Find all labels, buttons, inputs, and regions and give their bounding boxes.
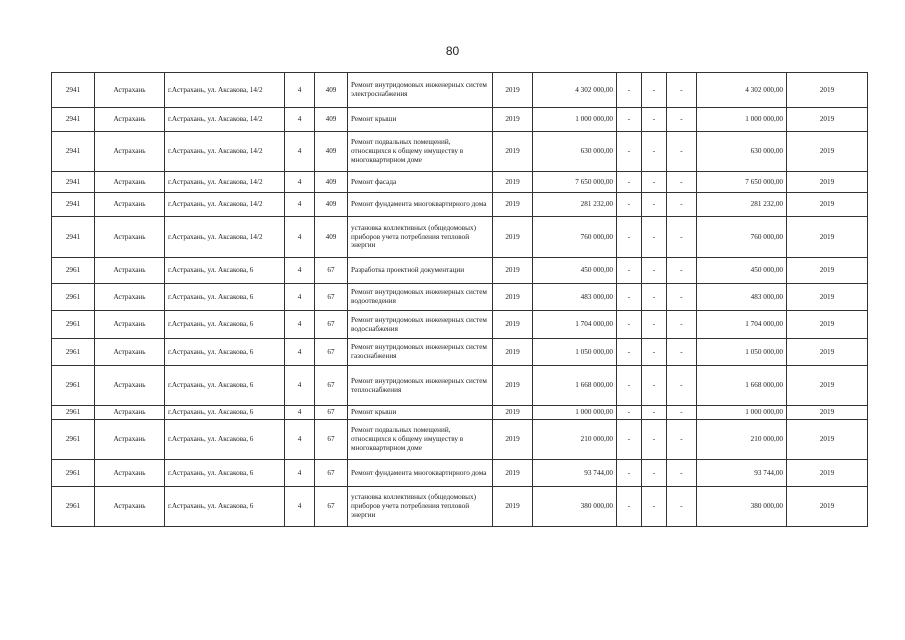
city-cell: Астрахань: [95, 108, 165, 132]
cost-cell: 4 302 000,00: [533, 73, 617, 108]
table-body: [52, 73, 868, 527]
work-type-cell: Ремонт крыши: [348, 108, 493, 132]
fund-cell-3: -: [667, 217, 697, 258]
address-cell: г.Астрахань, ул. Аксакова, 6: [165, 460, 285, 487]
floors-cell: 4: [285, 366, 315, 406]
fund-cell-2: -: [642, 73, 667, 108]
city-cell: Астрахань: [95, 366, 165, 406]
work-type-cell: Ремонт фундамента многоквартирного дома: [348, 193, 493, 217]
fund-cell-2: -: [642, 132, 667, 172]
cost-cell: 210 000,00: [533, 420, 617, 460]
units-cell: 409: [315, 108, 348, 132]
fund-cell-3: -: [667, 366, 697, 406]
total-cost-cell: 4 302 000,00: [697, 73, 787, 108]
table-row: [52, 406, 868, 420]
cost-cell: 1 000 000,00: [533, 406, 617, 420]
floors-cell: 4: [285, 193, 315, 217]
total-cost-cell: 1 000 000,00: [697, 108, 787, 132]
work-type-cell: Ремонт фасада: [348, 172, 493, 193]
year-cell: 2019: [493, 311, 533, 339]
table-row: [52, 284, 868, 311]
object-id-cell: 2961: [52, 366, 95, 406]
address-cell: г.Астрахань, ул. Аксакова, 6: [165, 311, 285, 339]
city-cell: Астрахань: [95, 132, 165, 172]
total-cost-cell: 1 704 000,00: [697, 311, 787, 339]
year-cell: 2019: [493, 108, 533, 132]
work-type-cell: Ремонт крыши: [348, 406, 493, 420]
total-cost-cell: 450 000,00: [697, 258, 787, 284]
table-row: [52, 366, 868, 406]
fund-cell-3: -: [667, 284, 697, 311]
units-cell: 67: [315, 406, 348, 420]
work-type-cell: установка коллективных (общедомовых) приборов учета потребления тепловой энергии: [348, 487, 493, 527]
address-cell: г.Астрахань, ул. Аксакова, 6: [165, 366, 285, 406]
table-row: [52, 258, 868, 284]
floors-cell: 4: [285, 420, 315, 460]
fund-cell-1: -: [617, 460, 642, 487]
completion-year-cell: 2019: [787, 217, 868, 258]
address-cell: г.Астрахань, ул. Аксакова, 6: [165, 487, 285, 527]
object-id-cell: 2961: [52, 339, 95, 366]
floors-cell: 4: [285, 406, 315, 420]
fund-cell-3: -: [667, 258, 697, 284]
total-cost-cell: 380 000,00: [697, 487, 787, 527]
city-cell: Астрахань: [95, 284, 165, 311]
address-cell: г.Астрахань, ул. Аксакова, 6: [165, 284, 285, 311]
address-cell: г.Астрахань, ул. Аксакова, 14/2: [165, 193, 285, 217]
units-cell: 409: [315, 193, 348, 217]
table-row: [52, 193, 868, 217]
completion-year-cell: 2019: [787, 132, 868, 172]
object-id-cell: 2941: [52, 172, 95, 193]
fund-cell-1: -: [617, 258, 642, 284]
fund-cell-2: -: [642, 108, 667, 132]
floors-cell: 4: [285, 132, 315, 172]
completion-year-cell: 2019: [787, 73, 868, 108]
work-type-cell: Ремонт внутридомовых инженерных систем водоснабжения: [348, 311, 493, 339]
year-cell: 2019: [493, 284, 533, 311]
units-cell: 67: [315, 366, 348, 406]
city-cell: Астрахань: [95, 172, 165, 193]
fund-cell-2: -: [642, 193, 667, 217]
completion-year-cell: 2019: [787, 420, 868, 460]
floors-cell: 4: [285, 311, 315, 339]
total-cost-cell: 483 000,00: [697, 284, 787, 311]
completion-year-cell: 2019: [787, 406, 868, 420]
fund-cell-2: -: [642, 420, 667, 460]
units-cell: 409: [315, 132, 348, 172]
completion-year-cell: 2019: [787, 193, 868, 217]
fund-cell-3: -: [667, 487, 697, 527]
year-cell: 2019: [493, 406, 533, 420]
cost-cell: 760 000,00: [533, 217, 617, 258]
fund-cell-3: -: [667, 420, 697, 460]
address-cell: г.Астрахань, ул. Аксакова, 14/2: [165, 172, 285, 193]
fund-cell-1: -: [617, 406, 642, 420]
capital-repair-table: [51, 72, 868, 527]
address-cell: г.Астрахань, ул. Аксакова, 6: [165, 420, 285, 460]
cost-cell: 1 050 000,00: [533, 339, 617, 366]
fund-cell-1: -: [617, 172, 642, 193]
cost-cell: 483 000,00: [533, 284, 617, 311]
total-cost-cell: 93 744,00: [697, 460, 787, 487]
fund-cell-3: -: [667, 406, 697, 420]
completion-year-cell: 2019: [787, 366, 868, 406]
table-row: [52, 132, 868, 172]
cost-cell: 93 744,00: [533, 460, 617, 487]
fund-cell-3: -: [667, 108, 697, 132]
completion-year-cell: 2019: [787, 339, 868, 366]
object-id-cell: 2961: [52, 311, 95, 339]
completion-year-cell: 2019: [787, 258, 868, 284]
year-cell: 2019: [493, 258, 533, 284]
object-id-cell: 2961: [52, 487, 95, 527]
table-row: [52, 73, 868, 108]
city-cell: Астрахань: [95, 487, 165, 527]
table-row: [52, 217, 868, 258]
floors-cell: 4: [285, 258, 315, 284]
fund-cell-2: -: [642, 172, 667, 193]
fund-cell-1: -: [617, 420, 642, 460]
fund-cell-1: -: [617, 193, 642, 217]
units-cell: 67: [315, 258, 348, 284]
cost-cell: 7 650 000,00: [533, 172, 617, 193]
city-cell: Астрахань: [95, 406, 165, 420]
total-cost-cell: 7 650 000,00: [697, 172, 787, 193]
address-cell: г.Астрахань, ул. Аксакова, 6: [165, 258, 285, 284]
floors-cell: 4: [285, 487, 315, 527]
table-row: [52, 339, 868, 366]
fund-cell-1: -: [617, 487, 642, 527]
total-cost-cell: 630 000,00: [697, 132, 787, 172]
year-cell: 2019: [493, 366, 533, 406]
fund-cell-2: -: [642, 366, 667, 406]
address-cell: г.Астрахань, ул. Аксакова, 6: [165, 406, 285, 420]
fund-cell-2: -: [642, 258, 667, 284]
units-cell: 67: [315, 487, 348, 527]
fund-cell-3: -: [667, 460, 697, 487]
fund-cell-2: -: [642, 460, 667, 487]
units-cell: 409: [315, 73, 348, 108]
fund-cell-1: -: [617, 284, 642, 311]
cost-cell: 1 704 000,00: [533, 311, 617, 339]
total-cost-cell: 760 000,00: [697, 217, 787, 258]
year-cell: 2019: [493, 172, 533, 193]
total-cost-cell: 1 668 000,00: [697, 366, 787, 406]
units-cell: 409: [315, 217, 348, 258]
units-cell: 67: [315, 284, 348, 311]
work-type-cell: Разработка проектной документации: [348, 258, 493, 284]
fund-cell-3: -: [667, 132, 697, 172]
city-cell: Астрахань: [95, 258, 165, 284]
address-cell: г.Астрахань, ул. Аксакова, 14/2: [165, 108, 285, 132]
work-type-cell: Ремонт подвальных помещений, относящихся к общему имуществу в многоквартирном доме: [348, 420, 493, 460]
city-cell: Астрахань: [95, 217, 165, 258]
year-cell: 2019: [493, 339, 533, 366]
object-id-cell: 2961: [52, 406, 95, 420]
cost-cell: 1 000 000,00: [533, 108, 617, 132]
floors-cell: 4: [285, 73, 315, 108]
work-type-cell: Ремонт внутридомовых инженерных систем газоснабжения: [348, 339, 493, 366]
total-cost-cell: 1 000 000,00: [697, 406, 787, 420]
work-type-cell: Ремонт подвальных помещений, относящихся к общему имуществу в многоквартирном доме: [348, 132, 493, 172]
work-type-cell: Ремонт внутридомовых инженерных систем теплоснабжения: [348, 366, 493, 406]
floors-cell: 4: [285, 284, 315, 311]
city-cell: Астрахань: [95, 73, 165, 108]
fund-cell-1: -: [617, 217, 642, 258]
floors-cell: 4: [285, 460, 315, 487]
address-cell: г.Астрахань, ул. Аксакова, 6: [165, 339, 285, 366]
completion-year-cell: 2019: [787, 311, 868, 339]
total-cost-cell: 281 232,00: [697, 193, 787, 217]
year-cell: 2019: [493, 132, 533, 172]
fund-cell-1: -: [617, 339, 642, 366]
year-cell: 2019: [493, 460, 533, 487]
total-cost-cell: 210 000,00: [697, 420, 787, 460]
object-id-cell: 2961: [52, 284, 95, 311]
work-type-cell: установка коллективных (общедомовых) приборов учета потребления тепловой энергии: [348, 217, 493, 258]
total-cost-cell: 1 050 000,00: [697, 339, 787, 366]
object-id-cell: 2941: [52, 193, 95, 217]
cost-cell: 450 000,00: [533, 258, 617, 284]
fund-cell-3: -: [667, 339, 697, 366]
units-cell: 67: [315, 460, 348, 487]
fund-cell-2: -: [642, 487, 667, 527]
units-cell: 67: [315, 420, 348, 460]
year-cell: 2019: [493, 217, 533, 258]
city-cell: Астрахань: [95, 311, 165, 339]
work-type-cell: Ремонт внутридомовых инженерных систем водоотведения: [348, 284, 493, 311]
address-cell: г.Астрахань, ул. Аксакова, 14/2: [165, 132, 285, 172]
table-row: [52, 487, 868, 527]
city-cell: Астрахань: [95, 460, 165, 487]
object-id-cell: 2941: [52, 217, 95, 258]
completion-year-cell: 2019: [787, 284, 868, 311]
cost-cell: 1 668 000,00: [533, 366, 617, 406]
floors-cell: 4: [285, 339, 315, 366]
work-type-cell: Ремонт фундамента многоквартирного дома: [348, 460, 493, 487]
work-type-cell: Ремонт внутридомовых инженерных систем электроснабжения: [348, 73, 493, 108]
fund-cell-2: -: [642, 311, 667, 339]
fund-cell-3: -: [667, 172, 697, 193]
table-row: [52, 460, 868, 487]
year-cell: 2019: [493, 420, 533, 460]
fund-cell-1: -: [617, 366, 642, 406]
page-number: 80: [445, 44, 460, 58]
fund-cell-1: -: [617, 311, 642, 339]
cost-cell: 630 000,00: [533, 132, 617, 172]
table-row: [52, 172, 868, 193]
fund-cell-2: -: [642, 284, 667, 311]
object-id-cell: 2961: [52, 258, 95, 284]
completion-year-cell: 2019: [787, 108, 868, 132]
object-id-cell: 2941: [52, 73, 95, 108]
cost-cell: 380 000,00: [533, 487, 617, 527]
address-cell: г.Астрахань, ул. Аксакова, 14/2: [165, 217, 285, 258]
fund-cell-3: -: [667, 73, 697, 108]
fund-cell-1: -: [617, 108, 642, 132]
city-cell: Астрахань: [95, 420, 165, 460]
fund-cell-3: -: [667, 311, 697, 339]
object-id-cell: 2961: [52, 460, 95, 487]
fund-cell-2: -: [642, 217, 667, 258]
city-cell: Астрахань: [95, 193, 165, 217]
cost-cell: 281 232,00: [533, 193, 617, 217]
completion-year-cell: 2019: [787, 172, 868, 193]
object-id-cell: 2941: [52, 132, 95, 172]
fund-cell-3: -: [667, 193, 697, 217]
completion-year-cell: 2019: [787, 487, 868, 527]
year-cell: 2019: [493, 193, 533, 217]
year-cell: 2019: [493, 487, 533, 527]
fund-cell-1: -: [617, 132, 642, 172]
floors-cell: 4: [285, 172, 315, 193]
address-cell: г.Астрахань, ул. Аксакова, 14/2: [165, 73, 285, 108]
units-cell: 409: [315, 172, 348, 193]
table-row: [52, 311, 868, 339]
fund-cell-2: -: [642, 406, 667, 420]
object-id-cell: 2941: [52, 108, 95, 132]
table-row: [52, 420, 868, 460]
units-cell: 67: [315, 339, 348, 366]
completion-year-cell: 2019: [787, 460, 868, 487]
floors-cell: 4: [285, 217, 315, 258]
object-id-cell: 2961: [52, 420, 95, 460]
year-cell: 2019: [493, 73, 533, 108]
fund-cell-1: -: [617, 73, 642, 108]
units-cell: 67: [315, 311, 348, 339]
floors-cell: 4: [285, 108, 315, 132]
city-cell: Астрахань: [95, 339, 165, 366]
fund-cell-2: -: [642, 339, 667, 366]
table-row: [52, 108, 868, 132]
